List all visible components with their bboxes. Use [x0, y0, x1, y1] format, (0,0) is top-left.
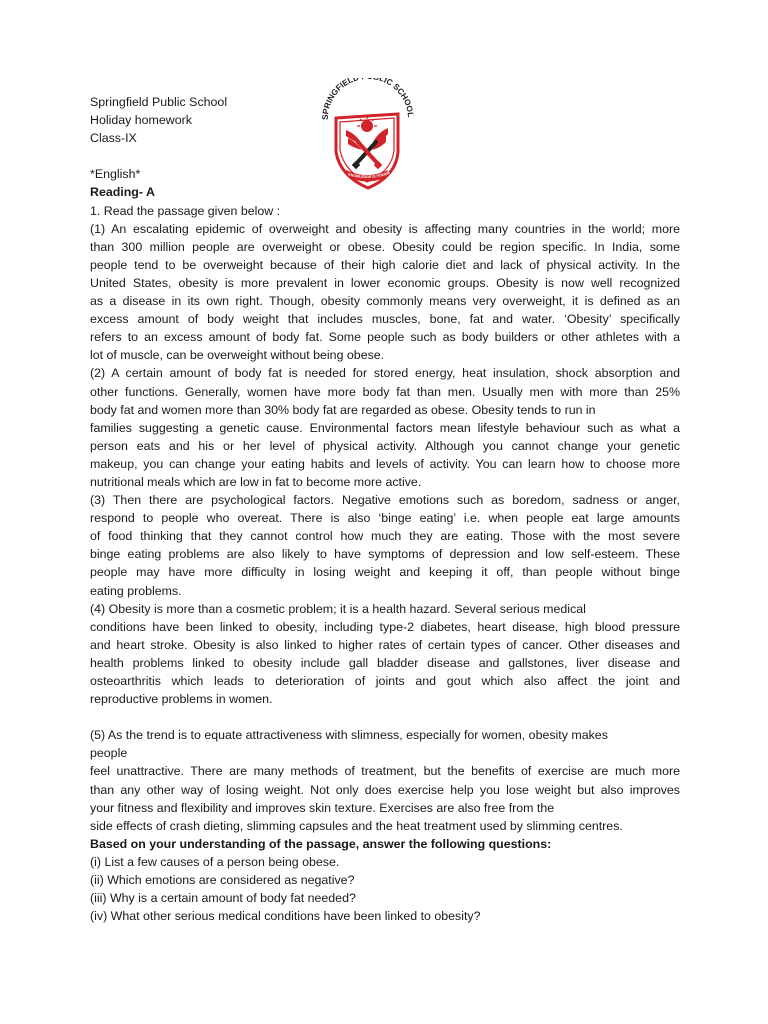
- paragraph-line: reproductive problems in women.: [90, 692, 273, 707]
- paragraph-line: side effects of crash dieting, slimming capsules and the heat treatment used by slimming centres.: [90, 818, 623, 833]
- paragraph-line: osteoarthritis which leads to deterioration of joints and gout which also affect the joint and: [90, 674, 680, 688]
- paragraph-line: conditions have been linked to obesity, including type-2 diabetes, heart disease, high blood pressure: [90, 619, 680, 634]
- paragraph-line: respond to people who overeat. There is also ‘binge eating’ i.e. when people eat large amounts: [90, 511, 680, 526]
- instruction: 1. Read the passage given below :: [90, 203, 281, 218]
- spacer: [90, 147, 680, 165]
- logo-motto: KNOWLEDGE IS POWER: [347, 171, 391, 180]
- paragraph-line: than 300 million people are overweight or obese. Obesity could be region specific. In India, some: [90, 239, 680, 254]
- paragraph-line: body fat and women more than 30% body fat are regarded as obese. Obesity tends to run in: [90, 402, 596, 417]
- paragraph-line: families suggesting a genetic cause. Environmental factors mean lifestyle behaviour such as what a: [90, 420, 680, 435]
- paragraph-line: of food thinking that they cannot control how much they are eating. Those with the most severe: [90, 529, 680, 544]
- paragraph-3: [90, 491, 680, 600]
- assignment-title: Holiday homework: [90, 113, 192, 128]
- paragraph-line: your fitness and flexibility and improves skin texture. Exercises are also free from the: [90, 800, 555, 815]
- paragraph-line: binge eating problems are also likely to have symptoms of depression and low self-esteem. These: [90, 547, 680, 562]
- section-heading: Reading- A: [90, 185, 155, 200]
- paragraph-line: other functions. Generally, women have more body fat than men. Usually men with more than 25%: [90, 384, 680, 399]
- subject-label: *English*: [90, 167, 141, 182]
- paragraph-line: (4) Obesity is more than a cosmetic problem; it is a health hazard. Several serious medical: [90, 601, 586, 616]
- paragraph-line: excess amount of body weight that includes muscles, bone, fat and water. ‘Obesity’ specifically: [90, 312, 680, 327]
- paragraph-line: people may have more difficulty in losing weight and keeping it off, than people without binge: [90, 565, 680, 580]
- spacer: [90, 708, 680, 726]
- passage: [90, 220, 680, 835]
- paragraph-line: health problems linked to obesity include gall bladder disease and gallstones, liver disease and: [90, 655, 680, 670]
- paragraph-2: [90, 364, 680, 491]
- paragraph-line: feel unattractive. There are many methods of treatment, but the benefits of exercise are much more: [90, 764, 680, 779]
- paragraph-5: [90, 726, 680, 835]
- paragraph-line: (1) An escalating epidemic of overweight and obesity is affecting many countries in the world; more: [90, 221, 680, 236]
- paragraph-line: than any other way of losing weight. Not only does exercise help you lose weight but also improves: [90, 782, 680, 797]
- school-name: Springfield Public School: [90, 95, 228, 109]
- paragraph-line: people: [90, 746, 128, 761]
- paragraph-line: (2) A certain amount of body fat is needed for stored energy, heat insulation, shock absorption and: [90, 366, 680, 381]
- paragraph-line: nutritional meals which are low in fat to become more active.: [90, 474, 422, 489]
- paragraph-line: lot of muscle, can be overweight without being obese.: [90, 348, 385, 363]
- paragraph-1: [90, 220, 680, 365]
- class-label: Class-IX: [90, 131, 137, 146]
- question-item: (ii) Which emotions are considered as negative?: [90, 873, 355, 888]
- questions-heading: Based on your understanding of the passage, answer the following questions:: [90, 836, 552, 851]
- paragraph-line: United States, obesity is more prevalent in lower economic groups. Obesity is now well recognized: [90, 275, 680, 290]
- paragraph-line: refers to an excess amount of body fat. Some people such as body builders or other athletes with a: [90, 330, 680, 345]
- paragraph-4: [90, 600, 680, 709]
- paragraph-line: (5) As the trend is to equate attractiveness with slimness, especially for women, obesity makes: [90, 728, 608, 743]
- document-body: [90, 93, 680, 925]
- logo-arc-text: SPRINGFIELD LIC SCHOOL: [320, 78, 416, 121]
- paragraph-line: (3) Then there are psychological factors. Negative emotions such as boredom, sadness or anger,: [90, 493, 680, 508]
- question-list: [90, 853, 680, 925]
- paragraph-line: people tend to be overweight because of their high calorie diet and lack of physical activity. In the: [90, 257, 680, 272]
- paragraph-line: and heart stroke. Obesity is also linked to higher rates of certain types of cancer. Other diseases and: [90, 637, 680, 652]
- question-item: (iii) Why is a certain amount of body fat needed?: [90, 891, 356, 906]
- paragraph-line: as a disease in its own right. Though, obesity commonly means very overweight, it is defined as an: [90, 294, 680, 309]
- paragraph-line: makeup, you can change your eating habits and levels of activity. You can learn how to choose more: [90, 456, 680, 471]
- paragraph-line: person eats and his or her level of physical activity. Although you cannot change your genetic: [90, 438, 680, 453]
- question-item: (iv) What other serious medical conditions have been linked to obesity?: [90, 909, 481, 924]
- paragraph-line: eating problems.: [90, 583, 182, 598]
- question-item: (i) List a few causes of a person being obese.: [90, 854, 340, 869]
